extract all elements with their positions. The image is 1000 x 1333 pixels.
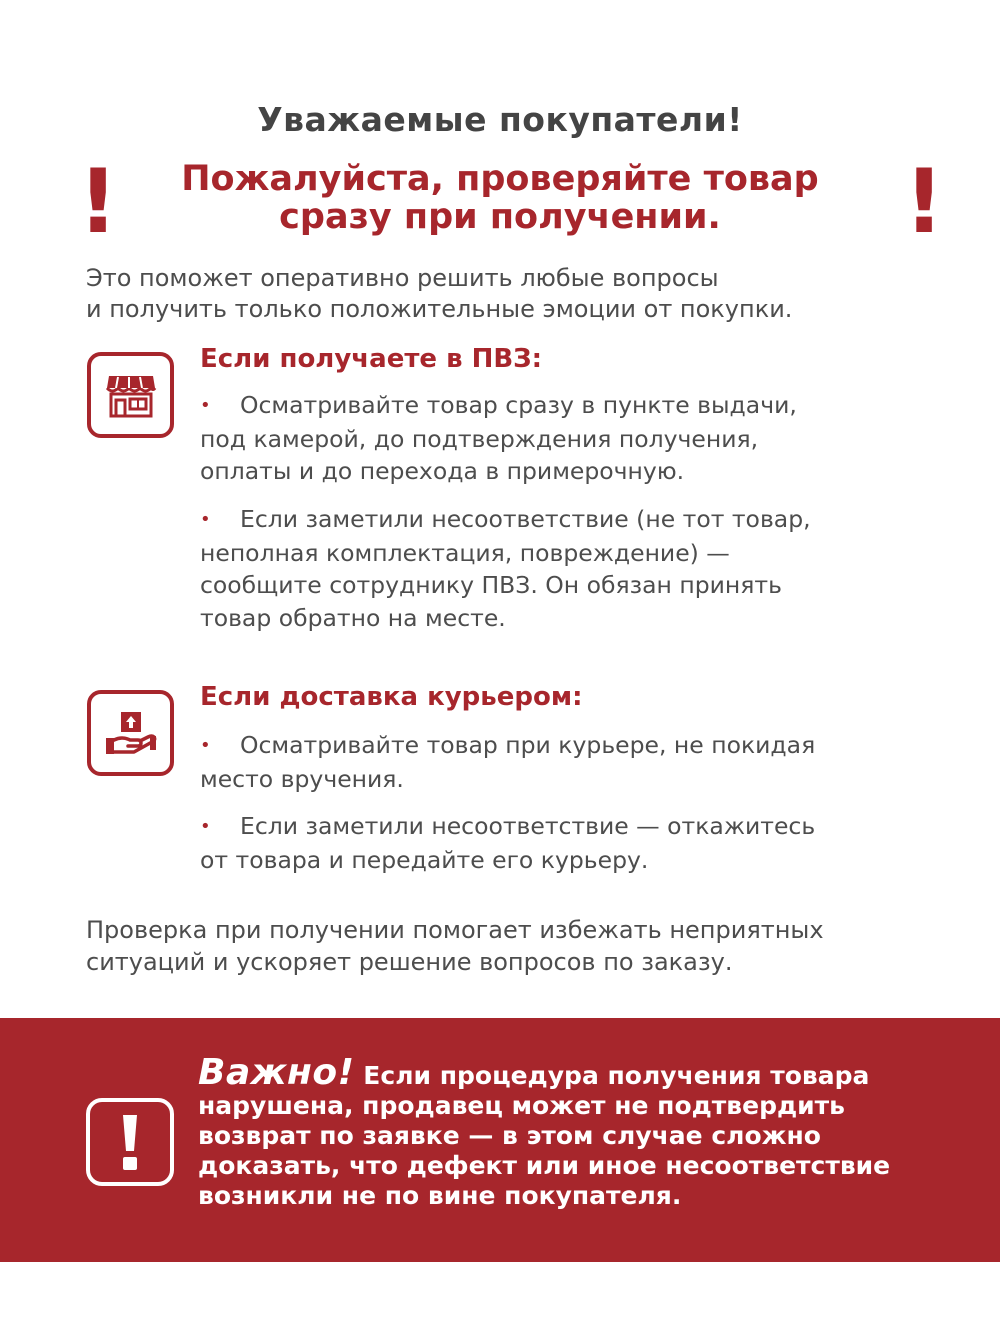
banner-line-1: Если процедура получения товара xyxy=(354,1061,870,1090)
bullet-dot-icon: • xyxy=(200,816,211,838)
storefront-icon xyxy=(87,352,174,438)
exclamation-right-icon: ! xyxy=(904,150,945,253)
pvz-bullet-1-line-3: оплаты и до перехода в примерочную. xyxy=(200,457,685,486)
bullet-dot-icon: • xyxy=(200,509,211,531)
bullet-dot-icon: • xyxy=(200,735,211,757)
important-label: Важно! xyxy=(198,1052,355,1093)
exclamation-left-icon: ! xyxy=(78,150,119,253)
courier-bullet-1-line-1: Осматривайте товар при курьере, не покидая xyxy=(240,731,816,759)
intro-line-1: Это поможет оперативно решить любые вопросы xyxy=(86,264,719,292)
pvz-bullet-1-line-1: Осматривайте товар сразу в пункте выдачи, xyxy=(240,391,797,419)
outro-line-2: ситуаций и ускоряет решение вопросов по заказу. xyxy=(86,948,733,976)
outro-text xyxy=(86,914,966,978)
pvz-section-title: Если получаете в ПВЗ: xyxy=(200,344,543,374)
courier-bullet-1 xyxy=(200,729,940,795)
courier-bullet-1-line-2: место вручения. xyxy=(200,764,404,793)
exclamation-icon xyxy=(86,1098,174,1186)
courier-bullet-2-line-2: от товара и передайте его курьеру. xyxy=(200,845,649,874)
banner-line-3: возврат по заявке — в этом случае сложно xyxy=(198,1121,821,1150)
courier-bullet-2 xyxy=(200,810,940,876)
headline-line-1: Пожалуйста, проверяйте товар xyxy=(181,159,819,199)
pvz-bullet-2-line-3: сообщите сотруднику ПВЗ. Он обязан принять xyxy=(200,571,782,600)
headline xyxy=(150,160,850,236)
headline-line-2: сразу при получении. xyxy=(279,197,721,237)
courier-section-title: Если доставка курьером: xyxy=(200,682,583,712)
greeting-heading: Уважаемые покупатели! xyxy=(257,100,743,139)
banner-line-2: нарушена, продавец может не подтвердить xyxy=(198,1091,845,1120)
intro-text xyxy=(86,263,946,325)
important-banner xyxy=(0,1018,1000,1262)
pvz-bullet-1 xyxy=(200,389,940,488)
pvz-bullet-2-line-4: товар обратно на месте. xyxy=(200,603,506,632)
important-notice-text xyxy=(198,1052,978,1211)
pvz-bullet-1-line-2: под камерой, до подтверждения получения, xyxy=(200,424,759,453)
intro-line-2: и получить только положительные эмоции от покупки. xyxy=(86,295,793,323)
banner-line-4: доказать, что дефект или иное несоответствие xyxy=(198,1151,891,1180)
package-in-hand-icon xyxy=(87,690,174,776)
bullet-dot-icon: • xyxy=(200,395,211,417)
courier-bullet-2-line-1: Если заметили несоответствие — откажитесь xyxy=(240,812,816,840)
pvz-bullet-2-line-1: Если заметили несоответствие (не тот товар, xyxy=(240,505,811,533)
pvz-bullet-2 xyxy=(200,503,940,634)
banner-line-5: возникли не по вине покупателя. xyxy=(198,1181,682,1210)
pvz-bullet-2-line-2: неполная комплектация, повреждение) — xyxy=(200,538,730,567)
outro-line-1: Проверка при получении помогает избежать неприятных xyxy=(86,916,824,944)
